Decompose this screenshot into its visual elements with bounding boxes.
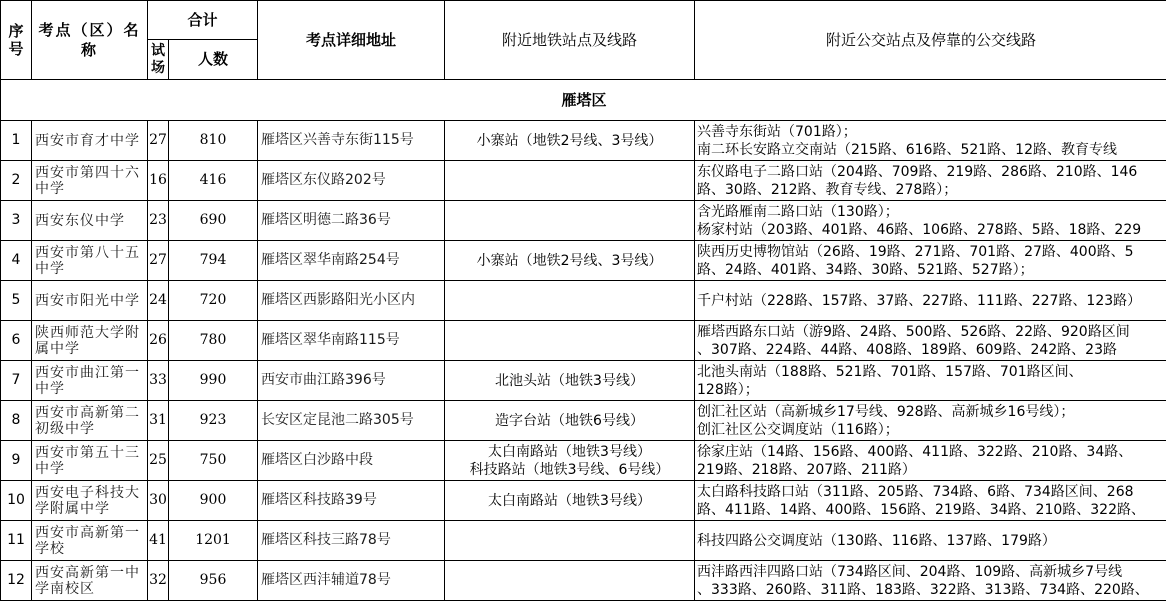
bus-info [695,201,1166,241]
room-count: 32 [148,561,169,601]
people-count: 720 [169,281,258,321]
row-index: 6 [1,321,32,361]
people-count: 690 [169,201,258,241]
room-count: 31 [148,401,169,441]
bus-line: 东仪路电子二路口站（204路、709路、219路、286路、210路、146 [697,163,1138,180]
table-row [1,441,1166,481]
metro-line: 北池头站（地铁3号线） [495,372,644,389]
district-row [1,80,1166,121]
school-name: 西安东仪中学 [32,201,148,241]
row-index: 10 [1,481,32,521]
school-address: 雁塔区兴善寺东街115号 [258,121,445,161]
people-count: 990 [169,361,258,401]
bus-info [695,401,1166,441]
school-name: 西安高新第一中学南校区 [32,561,148,601]
people-count: 810 [169,121,258,161]
metro-line: 造字台站（地铁6号线） [495,412,644,429]
header-bus: 附近公交站点及停靠的公交线路 [695,1,1166,80]
metro-info [445,241,695,281]
header-idx: 序号 [1,1,32,80]
room-count: 41 [148,521,169,561]
bus-line: 路、30路、212路、教育专线、278路）； [697,181,958,198]
school-name: 西安市曲江第一中学 [32,361,148,401]
header-metro: 附近地铁站点及线路 [445,1,695,80]
bus-line: 创汇社区公交调度站（116路）； [697,421,899,438]
table-row [1,121,1166,161]
row-index: 5 [1,281,32,321]
bus-line: 128路）； [697,381,759,398]
people-count: 923 [169,401,258,441]
room-count: 24 [148,281,169,321]
header-row-1 [1,1,1166,40]
bus-info [695,121,1166,161]
bus-info [695,441,1166,481]
row-index: 3 [1,201,32,241]
metro-info [445,401,695,441]
school-address: 雁塔区西沣辅道78号 [258,561,445,601]
metro-line: 科技路站（地铁3号线、6号线） [469,461,670,478]
school-address: 西安市曲江路396号 [258,361,445,401]
table-row [1,521,1166,561]
school-address: 雁塔区翠华南路115号 [258,321,445,361]
table-row [1,401,1166,441]
bus-line: 路、24路、401路、34路、30路、521路、527路）； [697,261,1034,278]
room-count: 27 [148,121,169,161]
bus-line: 北池头南站（188路、521路、701路、157路、701路区间、 [697,363,1083,380]
school-address: 雁塔区白沙路中段 [258,441,445,481]
metro-line: 小寨站（地铁2号线、3号线） [476,132,663,149]
school-address: 雁塔区翠华南路254号 [258,241,445,281]
row-index: 1 [1,121,32,161]
bus-info [695,321,1166,361]
bus-line: 路、411路、14路、400路、156路、219路、34路、210路、322路、 [697,501,1145,518]
school-name: 西安电子科技大学附属中学 [32,481,148,521]
bus-info [695,521,1166,561]
row-index: 2 [1,161,32,201]
header-address: 考点详细地址 [258,1,445,80]
bus-line: 创汇社区站（高新城乡17号线、928路、高新城乡16号线）； [697,403,1075,420]
people-count: 794 [169,241,258,281]
header-name: 考点（区）名称 [32,1,148,80]
room-count: 30 [148,481,169,521]
bus-line: 科技四路公交调度站（130路、116路、137路、179路） [697,532,1056,549]
row-index: 12 [1,561,32,601]
bus-line: 太白路科技路口站（311路、205路、734路、6路、734路区间、268 [697,483,1134,500]
school-name: 西安市第八十五中学 [32,241,148,281]
people-count: 900 [169,481,258,521]
bus-line: 含光路雁南二路口站（130路）； [697,203,899,220]
metro-line: 太白南路站（地铁3号线） [488,492,651,509]
metro-info [445,121,695,161]
school-name: 陕西师范大学附属中学 [32,321,148,361]
bus-line: 陕西历史博物馆站（26路、19路、271路、701路、27路、400路、5 [697,243,1134,260]
school-name: 西安市高新第二初级中学 [32,401,148,441]
bus-line: 、307路、224路、44路、408路、189路、609路、242路、23路 [697,341,1117,358]
table-row [1,561,1166,601]
bus-line: 219路、218路、207路、211路） [697,461,916,478]
bus-line: 杨家村站（203路、401路、46路、106路、278路、5路、18路、229 [697,221,1142,238]
bus-info [695,241,1166,281]
school-address: 雁塔区科技路39号 [258,481,445,521]
bus-info [695,281,1166,321]
metro-info [445,161,695,201]
school-address: 雁塔区明德二路36号 [258,201,445,241]
school-name: 西安市育才中学 [32,121,148,161]
people-count: 750 [169,441,258,481]
bus-info [695,161,1166,201]
metro-info [445,441,695,481]
bus-info [695,481,1166,521]
bus-line: 、333路、260路、311路、183路、322路、313路、734路、220路、 [697,581,1149,598]
table-row [1,201,1166,241]
bus-info [695,561,1166,601]
header-rooms: 试场 [148,40,169,80]
school-address: 雁塔区东仪路202号 [258,161,445,201]
room-count: 27 [148,241,169,281]
metro-info [445,561,695,601]
people-count: 416 [169,161,258,201]
school-name: 西安市阳光中学 [32,281,148,321]
metro-info [445,281,695,321]
metro-info [445,321,695,361]
room-count: 25 [148,441,169,481]
table-row [1,321,1166,361]
people-count: 1201 [169,521,258,561]
metro-info [445,201,695,241]
metro-line: 小寨站（地铁2号线、3号线） [476,252,663,269]
table-row [1,361,1166,401]
school-name: 西安市第五十三中学 [32,441,148,481]
table-row [1,281,1166,321]
room-count: 26 [148,321,169,361]
room-count: 23 [148,201,169,241]
bus-line: 千户村站（228路、157路、37路、227路、111路、227路、123路） [697,292,1142,309]
row-index: 4 [1,241,32,281]
district-label: 雁塔区 [1,80,1166,121]
row-index: 7 [1,361,32,401]
metro-line: 太白南路站（地铁3号线） [488,443,651,460]
header-total: 合计 [148,1,258,40]
row-index: 11 [1,521,32,561]
bus-line: 西沣路西沣四路口站（734路区间、204路、109路、高新城乡7号线 [697,563,1123,580]
row-index: 8 [1,401,32,441]
school-address: 雁塔区科技三路78号 [258,521,445,561]
school-name: 西安市高新第一学校 [32,521,148,561]
bus-line: 徐家庄站（14路、156路、400路、411路、322路、210路、34路、 [697,443,1133,460]
row-index: 9 [1,441,32,481]
people-count: 780 [169,321,258,361]
school-name: 西安市第四十六中学 [32,161,148,201]
table-row [1,241,1166,281]
metro-info [445,361,695,401]
school-address: 长安区定昆池二路305号 [258,401,445,441]
metro-info [445,521,695,561]
bus-info [695,361,1166,401]
bus-line: 南二环长安路立交南站（215路、616路、521路、12路、教育专线 [697,141,1117,158]
table-row [1,161,1166,201]
table-body [1,121,1166,601]
school-address: 雁塔区西影路阳光小区内 [258,281,445,321]
bus-line: 雁塔西路东口站（游9路、24路、500路、526路、22路、920路区间 [697,323,1130,340]
room-count: 16 [148,161,169,201]
header-people: 人数 [169,40,258,80]
room-count: 33 [148,361,169,401]
table-row [1,481,1166,521]
metro-info [445,481,695,521]
bus-line: 兴善寺东街站（701路）； [697,123,857,140]
people-count: 956 [169,561,258,601]
